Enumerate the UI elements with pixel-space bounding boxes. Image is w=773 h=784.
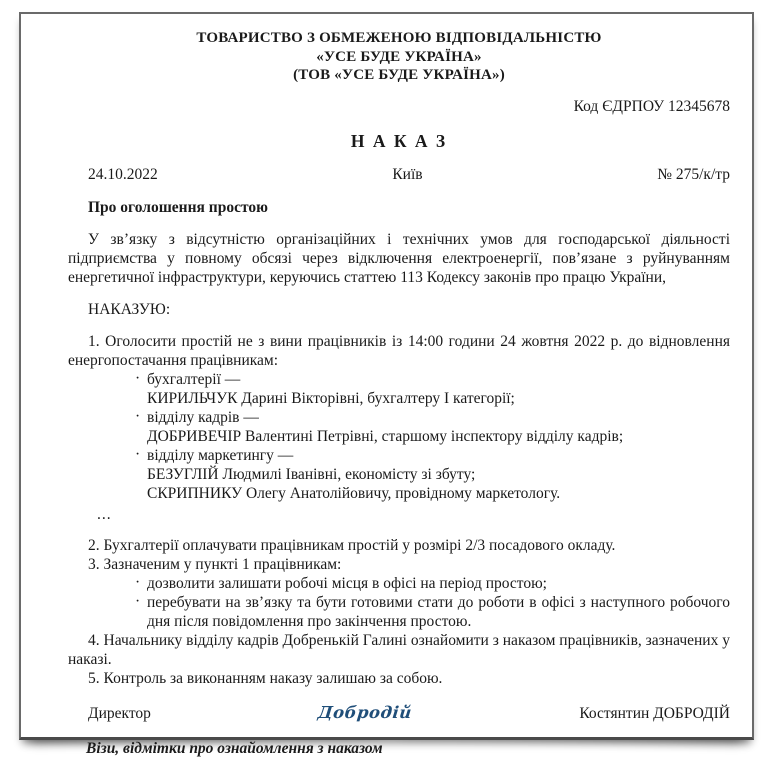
- company-name-line1: ТОВАРИСТВО З ОБМЕЖЕНОЮ ВІДПОВІДАЛЬНІСТЮ: [196, 30, 602, 46]
- list-item: [68, 574, 730, 593]
- employee-line: БЕЗУГЛІЙ Людмилі Іванівні, економісту зі збуту;: [147, 465, 476, 483]
- visas-note: Візи, відмітки про ознайомлення з наказом: [86, 739, 383, 757]
- bullet-icon: ·: [135, 592, 141, 610]
- document-page: [19, 12, 754, 757]
- signer-name: Костянтин ДОБРОДІЙ: [579, 704, 730, 722]
- handwritten-signature: Добродій: [317, 702, 414, 722]
- list-item: [68, 370, 730, 389]
- bullet-icon: ·: [135, 407, 141, 425]
- list-item: [68, 446, 730, 465]
- bullet-icon: ·: [135, 445, 141, 463]
- ellipsis-marker: ...: [97, 505, 112, 523]
- preamble-paragraph: У зв’язку з відсутністю організаційних і технічних умов для господарської діяльності підприємства у повному обсязі через відключення електроенергії, пов’язане з руйнуванням енергетичної інфраструктури, керуючись статтею 113 Кодексу законів про працю України,: [68, 230, 730, 286]
- order-item-2: 2. Бухгалтерії оплачувати працівникам простій у розмірі 2/3 посадового окладу.: [88, 536, 616, 554]
- order-number: № 275/к/тр: [657, 165, 730, 183]
- list-item: [68, 408, 730, 427]
- company-header: [68, 29, 730, 85]
- order-item-3: 3. Зазначеним у пункті 1 працівникам:: [88, 555, 342, 573]
- signer-position: Директор: [88, 704, 151, 722]
- order-meta-row: [68, 165, 730, 184]
- order-city: Київ: [392, 165, 423, 183]
- order-title: Н А К А З: [350, 130, 448, 151]
- employee-line: ДОБРИВЕЧІР Валентині Петрівні, старшому інспектору відділу кадрів;: [147, 427, 624, 445]
- signature-row: [68, 703, 730, 723]
- list-item: [68, 593, 730, 631]
- order-item-5: 5. Контроль за виконанням наказу залишаю за собою.: [88, 669, 443, 687]
- company-name-line3: (ТОВ «УСЕ БУДЕ УКРАЇНА»): [293, 67, 505, 83]
- order-item-1: 1. Оголосити простій не з вини працівників із 14:00 години 24 жовтня 2022 р. до відновлення енергопостачання працівникам:: [68, 332, 730, 369]
- command-word: НАКАЗУЮ:: [88, 300, 171, 318]
- edrpou-code: Код ЄДРПОУ 12345678: [573, 97, 730, 115]
- order-date: 24.10.2022: [88, 165, 158, 183]
- list-item-text: перебувати на зв’язку та бути готовими стати до роботи в офісі з наступного робочого дня після повідомлення про закінчення простою.: [147, 593, 730, 630]
- company-name-line2: «УСЕ БУДЕ УКРАЇНА»: [316, 48, 482, 65]
- bullet-icon: ·: [135, 573, 141, 591]
- department-label: відділу маркетингу —: [147, 446, 294, 464]
- order-item-4: 4. Начальнику відділу кадрів Добренькій Галині ознайомити з наказом працівників, зазначених у наказі.: [68, 631, 730, 668]
- bullet-icon: ·: [135, 369, 141, 387]
- department-label: бухгалтерії —: [147, 370, 241, 388]
- department-label: відділу кадрів —: [147, 408, 259, 426]
- list-item-text: дозволити залишати робочі місця в офісі на період простою;: [147, 574, 547, 592]
- employee-line: СКРИПНИКУ Олегу Анатолійовичу, провідному маркетологу.: [147, 484, 561, 502]
- order-subject: Про оголошення простою: [88, 198, 268, 216]
- employee-line: КИРИЛЬЧУК Дарині Вікторівні, бухгалтеру І категорії;: [147, 389, 515, 407]
